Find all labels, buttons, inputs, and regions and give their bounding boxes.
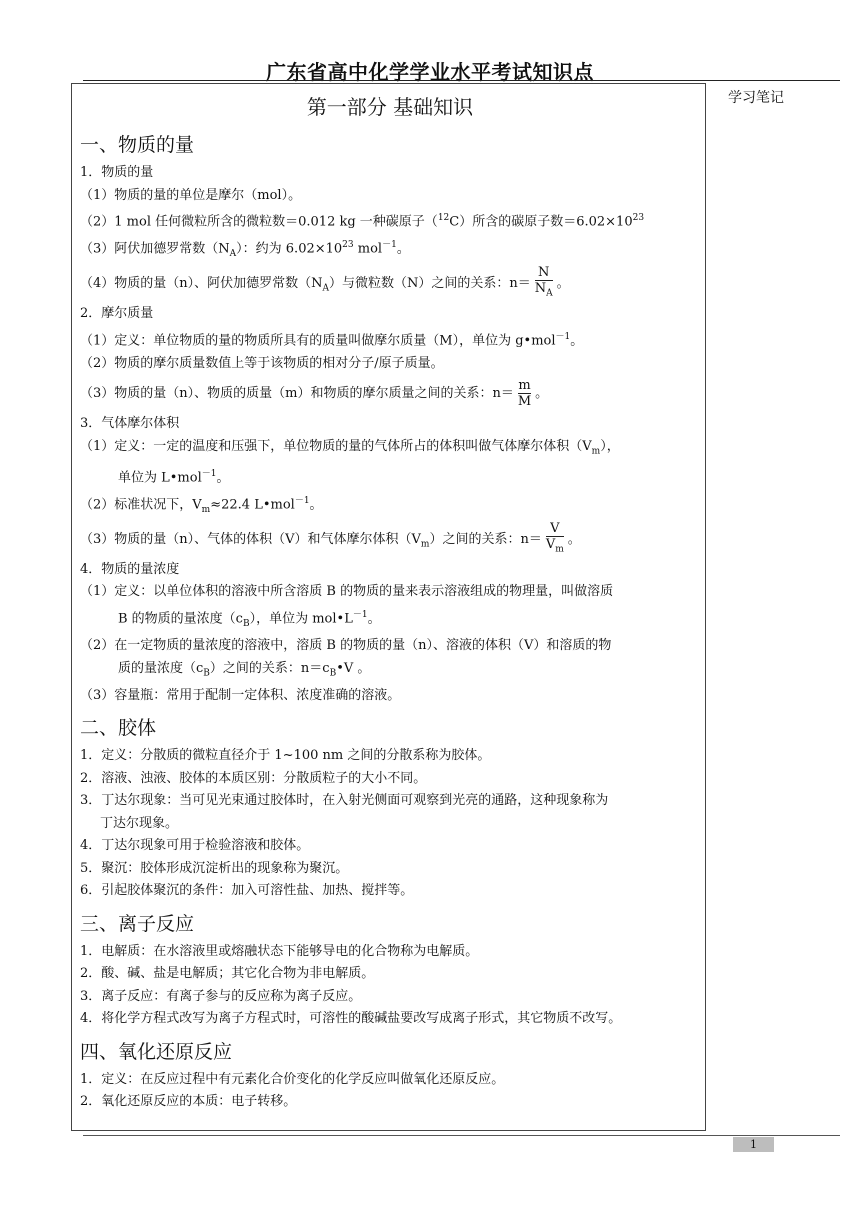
section-title-ionic-reaction: 三、离子反应 [80, 912, 195, 935]
paragraph: （3）阿伏加德罗常数$(N_A)$：约为 $6.02\times 10^{23}$ mol$^{-1}$。 [80, 239, 410, 259]
list-item: 4．丁达尔现象可用于检验溶液和胶体。 [80, 838, 310, 854]
paragraph: （2）在一定物质的量浓度的溶液中，溶质 B 的物质的量（n）、溶液的体积（V）和溶质的物 [80, 638, 612, 654]
subheading: 3．气体摩尔体积 [80, 416, 180, 432]
section-title-redox: 四、氧化还原反应 [80, 1040, 233, 1063]
fraction: $\frac{N}{N_A}$ [534, 265, 553, 300]
paragraph: （1）定义：一定的温度和压强下，单位物质的量的气体所占的体积叫做气体摩尔体积$(V_m)$， [80, 438, 620, 457]
paragraph-continuation: 单位为 L•mol$^{-1}$。 [118, 468, 230, 485]
list-item: 6．引起胶体聚沉的条件：加入可溶性盐、加热、搅拌等。 [80, 883, 414, 899]
formula-line: （4）物质的量（n）、阿伏加德罗常数$(N_A)$与微粒数（N）之间的关系：n＝ $\frac{N}{N_A}$ 。 [80, 265, 570, 300]
subheading: 4．物质的量浓度 [80, 561, 180, 577]
list-item: 1．电解质：在水溶液里或熔融状态下能够导电的化合物称为电解质。 [80, 943, 479, 959]
section-title-colloid: 二、胶体 [80, 717, 157, 740]
paragraph-continuation: B 的物质的量浓度$(c_B)$，单位为 $mol•L^{-1}$。 [118, 609, 381, 629]
header-rule [83, 80, 840, 81]
formula-line: （3）物质的量（n）、物质的质量（m）和物质的摩尔质量之间的关系：n＝ $\frac{m}{M}$ 。 [80, 377, 549, 409]
paragraph: （1）物质的量的单位是摩尔（mol）。 [80, 187, 302, 203]
list-item: 1．定义：在反应过程中有元素化合价变化的化学反应叫做氧化还原反应。 [80, 1071, 505, 1087]
paragraph: （2）1 mol 任何微粒所含的微粒数＝0.012 kg 一种碳原子（$^{12}$C）所含的碳原子数$=6.02\times 10^{23}$ [80, 213, 645, 230]
study-notes-label: 学习笔记 [728, 90, 784, 106]
subheading: 2．摩尔质量 [80, 306, 154, 322]
list-item-continuation: 丁达尔现象。 [100, 815, 179, 831]
paragraph: （1）定义：单位物质的量的物质所具有的质量叫做摩尔质量（M），单位为 g•mol$^{-1}$。 [80, 331, 584, 349]
part-title: 第一部分 基础知识 [306, 95, 474, 119]
formula-line: （3）物质的量（n）、气体的体积（V）和气体摩尔体积$(V_m)$之间的关系：n＝ $\frac{V}{V_m}$ 。 [80, 521, 581, 555]
section-title-amount-of-substance: 一、物质的量 [80, 134, 195, 156]
list-item: 4．将化学方程式改写为离子方程式时，可溶性的酸碱盐要改写成离子形式，其它物质不改写。 [80, 1011, 622, 1027]
fraction: $\frac{V}{V_m}$ [545, 521, 564, 555]
footer-rule [83, 1135, 840, 1136]
list-item: 2．氧化还原反应的本质：电子转移。 [80, 1094, 297, 1110]
fraction: $\frac{m}{M}$ [517, 377, 532, 409]
page-number: 1 [733, 1137, 774, 1152]
subheading: 1．物质的量 [80, 165, 154, 180]
paragraph: （2）标准状况下，$V_m\approx 22.4$ L•mol$^{-1}$。 [80, 495, 323, 515]
main-content [80, 83, 700, 1114]
paragraph: （1）定义：以单位体积的溶液中所含溶质 B 的物质的量来表示溶液组成的物理量，叫做溶质 [80, 584, 614, 600]
list-item: 2．溶液、浊液、胶体的本质区别：分散质粒子的大小不同。 [80, 770, 427, 786]
paragraph-continuation: 质的量浓度$(c_B)$之间的关系：$n=c_B•V$ 。 [118, 660, 371, 679]
list-item: 3．丁达尔现象：当可见光束通过胶体时，在入射光侧面可观察到光亮的通路，这种现象称为 [80, 793, 609, 809]
list-item: 3．离子反应：有离子参与的反应称为离子反应。 [80, 988, 362, 1004]
paragraph: （2）物质的摩尔质量数值上等于该物质的相对分子/原子质量。 [80, 355, 444, 371]
list-item: 5．聚沉：胶体形成沉淀析出的现象称为聚沉。 [80, 860, 349, 876]
list-item: 2．酸、碱、盐是电解质；其它化合物为非电解质。 [80, 966, 375, 982]
document-header-title: 广东省高中化学学业水平考试知识点 [266, 60, 594, 84]
list-item: 1．定义：分散质的微粒直径介于 1~100 nm 之间的分散系称为胶体。 [80, 748, 491, 764]
paragraph: （3）容量瓶：常用于配制一定体积、浓度准确的溶液。 [80, 687, 401, 703]
